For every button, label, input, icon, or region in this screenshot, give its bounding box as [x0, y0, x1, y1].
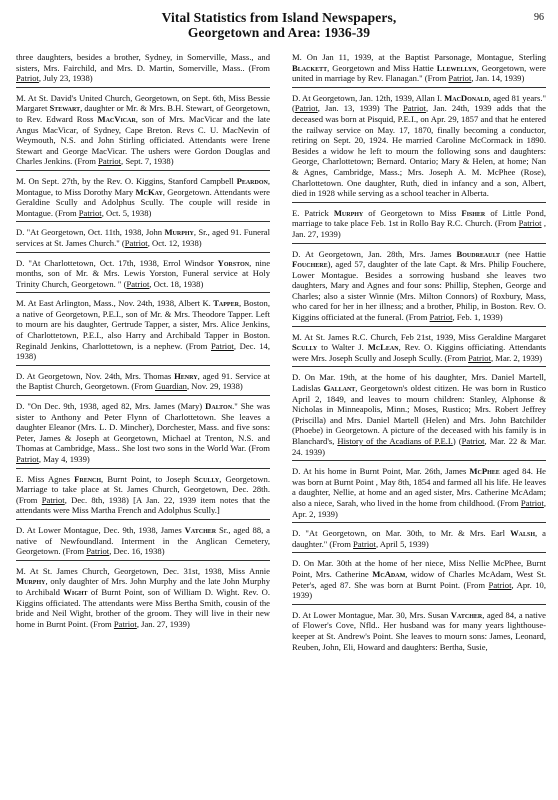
- surname: Murphy: [164, 227, 194, 238]
- entry-text: , Mar. 2, 1939): [491, 352, 543, 363]
- entry-divider: [292, 326, 546, 327]
- entry-divider: [16, 365, 270, 366]
- entry-text: , Apr. 10, 1939): [292, 579, 546, 601]
- surname: Murphy: [333, 207, 364, 218]
- entry-text: M. At East Arlington, Mass., Nov. 24th, 1938, Albert K.: [16, 298, 214, 309]
- entry: [292, 610, 546, 652]
- entry: [292, 208, 546, 240]
- newspaper-source: Patriot: [518, 218, 542, 229]
- entry: [16, 227, 270, 248]
- entry-text: (nee Hattie: [500, 248, 546, 259]
- surname: Llewellyn: [436, 62, 477, 73]
- surname: McAdam: [372, 568, 406, 579]
- entry: [16, 525, 270, 557]
- newspaper-source: Patriot: [16, 454, 39, 464]
- surname: Scully: [292, 342, 318, 353]
- entry-text: of Georgetown to Miss: [363, 207, 462, 218]
- newspaper-source: Patriot: [113, 618, 137, 629]
- entry-divider: [16, 560, 270, 561]
- entry-divider: [16, 252, 270, 253]
- surname: Dalton: [205, 401, 233, 412]
- entry-text: D. On Mar. 30th at the home of her niece, Miss Nellie McPhee, Burnt Point, Mrs. Catherine: [292, 558, 546, 579]
- entry-text: M. At St. David's United Church, Georgetown, on Sept. 6th, Miss Bessie Margaret: [16, 92, 270, 114]
- entry-text: , Georgetown, were united in marriage by Rev. Flanagan." (From: [292, 62, 546, 84]
- entry-divider: [292, 522, 546, 523]
- newspaper-source: Patriot: [86, 546, 110, 557]
- entry-text: M. On Jan 11, 1939, at the Baptist Parsonage, Montague, Sterling: [292, 52, 546, 62]
- entry: [16, 298, 270, 362]
- newspaper-source: Guardian: [155, 381, 187, 392]
- entry-text: , Sept. 7, 1938): [121, 156, 174, 167]
- page-title-line-1: Vital Statistics from Island Newspapers,: [161, 10, 397, 25]
- surname: Henry: [174, 370, 198, 381]
- newspaper-source: Patriot: [461, 436, 485, 446]
- entry-divider: [292, 202, 546, 203]
- entry-text: , Georgetown. Attendants were Geraldine Scully and Adolphus Scully. The couple will reside in Montague. (From: [16, 186, 270, 218]
- entry-text: ) (: [452, 436, 462, 446]
- entry-divider: [292, 604, 546, 605]
- surname: Walsh: [510, 528, 535, 539]
- entry: [16, 401, 270, 465]
- entry: [16, 176, 270, 218]
- newspaper-source: Patriot: [124, 237, 148, 248]
- entry-text: to Walter J.: [317, 342, 368, 353]
- entry: [16, 566, 270, 630]
- entry-divider: [292, 552, 546, 553]
- entry-text: ." She was sister to Anthony and Peter Flynn of Charlottetown. She leaves a daughter Eleanor (Mrs. L. D. Mincher), Dorchester, Mass. and five sons: Peter, James & Joseph at Georgetown, Michael at Trenton, N.S. and Thomas at Cambridge, Mass.. She lost two sons in the World War. (From: [16, 401, 270, 454]
- entry-text: three daughters, besides a brother, Sydney, in Somerville, Mass., and sisters, Mrs. Fairchild, and Mrs. D. Martin, Somerville, Mass.. (From: [16, 52, 270, 73]
- entry: [16, 474, 270, 516]
- entry-text: aged 84. He was born at Burnt Point , May 8th, 1854 and farmed all his life. He leaves a daughter, Nellie, at home and an aged sister, Mrs. Catherine McAdam; also a niece, Sarah, who lived in the home from childhood. (From: [292, 466, 546, 508]
- surname: Vatcher: [450, 609, 483, 620]
- entry-text: D. At Georgetown, Nov. 24th, Mrs. Thomas: [16, 370, 175, 381]
- newspaper-source: Patriot: [294, 103, 318, 114]
- entry-text: M. At St. James Church, Georgetown, Dec. 31st, 1938, Miss Annie: [16, 565, 270, 576]
- entry-text: , Jan. 27, 1939): [136, 618, 190, 629]
- surname: McPhee: [469, 466, 500, 477]
- entry-text: , Dec. 16, 1938): [109, 546, 165, 557]
- surname: MacVicar: [97, 113, 136, 124]
- entry-text: D. At Georgetown, Jan. 28th, Mrs. James: [292, 248, 457, 259]
- newspaper-source: Patriot: [520, 497, 544, 508]
- surname: MacDonald: [444, 92, 489, 103]
- entry-text: , Oct. 12, 1938): [147, 237, 202, 248]
- entry-divider: [16, 221, 270, 222]
- surname: Boudreault: [456, 248, 501, 259]
- entry-divider: [292, 87, 546, 88]
- surname: Stewart: [49, 103, 81, 114]
- entry-text: , Rev. O. Kiggins officiating. Attendants were Mrs. Joseph Scully and Joseph Scully. (From: [292, 342, 546, 363]
- newspaper-source: Patriot: [126, 278, 150, 289]
- entry-text: , widow of Charles McAdam, West St. Peter's, aged 87. She was born at Burnt Point. (From: [292, 568, 546, 590]
- entry-divider: [16, 519, 270, 520]
- entry-text: , Georgetown and Miss Hattie: [327, 62, 437, 73]
- newspaper-source: Patriot: [429, 312, 453, 323]
- entry-divider: [292, 460, 546, 461]
- entry-text: , aged 84, a native of Flower's Cove, Nfld.. Her husband was for many years lighthouse-keeper at St. Andrew's Point. She leaves to mourn sons: James, Leonard, Reuben, John, Eli, Howard and daughters: Bertha, Susie,: [292, 609, 546, 652]
- page-title-line-2: Georgetown and Area: 1936-39: [187, 25, 371, 40]
- newspaper-source: Patriot: [16, 73, 39, 84]
- entry-divider: [292, 243, 546, 244]
- entry-divider: [16, 395, 270, 396]
- entry: [16, 52, 270, 84]
- entry-text: D. At his home in Burnt Point, Mar. 26th, James: [292, 466, 470, 477]
- entry-text: , Jan. 13, 1939) The: [317, 103, 404, 114]
- right-column: [292, 52, 546, 792]
- entry-text: , Boston, a native of Georgetown, P.E.I., son of Mr. & Mrs. Theodore Tapper. Left to mourn are his daughter, Gertrude Tapper, a sister, Mrs. Alice Jenkins, of Charlottetown, P.E.I., also Harry and Archibald Tapper in Boston. Reginald Jenkins, Charlottetown, is a nephew. (From: [16, 298, 270, 351]
- surname: Yorston: [217, 257, 250, 268]
- entry-text: , Georgetown. Marriage to take place at St. James Church, Georgetown, Dec. 28th. (From: [16, 473, 270, 505]
- entry-text: , son of Mrs. MacVicar and the late Angus MacVicar, of Sydney, Cape Breton. Revs C. U. MacNevin of Weymouth, N.S. and John Stirling officiated. Attendants were Irene Stewart and George MacVicar. The ushers were Gordon Douglas and Charles Jenkins. (From: [16, 113, 270, 167]
- entry-text: Sr., aged 88, a native of Newfoundland. Interment in the Anglican Cemetery, Georgetown. (From: [16, 524, 270, 557]
- entry: [292, 466, 546, 519]
- entry-text: D. "At Charlottetown, Oct. 17th, 1938, Errol Windsor: [16, 257, 218, 268]
- entry: [292, 332, 546, 364]
- newspaper-source: Patriot: [488, 579, 512, 590]
- entry: [292, 528, 546, 549]
- left-column: [16, 52, 270, 792]
- entry-text: , Feb. 1, 1939): [452, 312, 503, 323]
- entry-text: , Montague, to Miss Dorothy Mary: [16, 175, 270, 197]
- newspaper-source: Patriot: [448, 73, 472, 84]
- entry-text: D. At Lower Montague, Mar. 30, Mrs. Susan: [292, 609, 451, 620]
- surname: Wight: [63, 586, 88, 597]
- entry-text: , Mar. 22 & Mar. 24. 1939): [292, 436, 546, 457]
- entry-text: , aged 91. Service at the Baptist Church, Georgetown. (From: [16, 370, 270, 392]
- surname: Murphy: [16, 576, 46, 587]
- entry-text: of Burnt Point, son of William D. Wight. Rev. O. Kiggins officiated. The attendants were Miss Bertha Smith, cousin of the bride and Neil Wight, brother of the groom. They will live in their new home in Burnt Point. (From: [16, 586, 270, 629]
- entry-text: , nine months, son of Mr. & Mrs. Lewis Yorston, Funeral service at Holy Trinity Church, Georgetown. " (: [16, 257, 270, 289]
- entry-text: , aged 81 years." (: [292, 92, 546, 114]
- entry-divider: [16, 170, 270, 171]
- entry-text: of Little Pond, marriage to take place Feb. 1st in Rollo Bay R.C. Church. (From: [292, 207, 546, 229]
- entry: [16, 93, 270, 167]
- newspaper-source: Patriot: [468, 352, 491, 363]
- newspaper-source: Patriot: [98, 156, 122, 167]
- surname: McKay: [135, 186, 163, 197]
- entry-divider: [292, 366, 546, 367]
- entry-divider: [16, 468, 270, 469]
- entry-text: , Jan. 24th, 1939 adds that the deceased was born at Pisquid, P.E.I., on Apr. 29, 1857 and that he entered the railway service on May. 17, 1870, finally becoming a conductor, retiring on Sept. 20, 1924. He married Caroline McCormack in 1890. Besides a widow he left to mourn the following sons and daughters: George, Charlottetown; Bernard. Ontario; Mary & Helen, at home; Nan & Agnes, Cambridge, Mass.; Mrs. Joseph A. M. McPhee (Rose), Charlottetown. One daughter, Ruth, died in infancy and a son, Albert, died in 1928 while serving as a school teacher in Alberta.: [292, 103, 546, 199]
- entry: [16, 371, 270, 392]
- entry: [292, 558, 546, 600]
- surname: Fouchere: [292, 259, 328, 270]
- entry-text: , Sr., aged 91. Funeral services at St. James Church." (: [16, 227, 270, 248]
- entry-text: , Burnt Point, to Joseph: [101, 473, 194, 484]
- entry-text: E. Patrick: [292, 207, 334, 218]
- surname: Peardon: [236, 175, 268, 186]
- entry-text: E. Miss Agnes: [16, 473, 75, 484]
- surname: Scully: [193, 473, 220, 484]
- entry: [292, 52, 546, 84]
- entry-text: , Apr. 2, 1939): [292, 497, 546, 519]
- surname: Blackett: [292, 62, 328, 73]
- entry-text: , Nov. 29, 1938): [186, 381, 243, 392]
- entry-text: M. At St. James R.C. Church, Feb 21st, 1939, Miss Geraldine Margaret: [292, 331, 546, 342]
- surname: Vatcher: [184, 524, 217, 535]
- entry-text: D. At Lower Montague, Dec. 9th, 1938, James: [16, 524, 185, 535]
- entry: [292, 93, 546, 199]
- entry-divider: [16, 292, 270, 293]
- newspaper-source: Patriot: [403, 103, 426, 114]
- entry-text: , Oct. 18, 1938): [149, 278, 204, 289]
- surname: Fisher: [461, 207, 486, 218]
- entry-divider: [16, 87, 270, 88]
- entry: [292, 372, 546, 457]
- newspaper-source: Patriot: [353, 538, 376, 549]
- entry-text: , April 5, 1939): [375, 538, 429, 549]
- surname: McLean: [367, 342, 399, 353]
- surname: French: [74, 473, 102, 484]
- entry-text: , Georgetown's oldest citizen. He was born in Rustico April 2, 1849, and leaves to mourn children: Stanley, Alphonse & Nicholas in Minneapolis, Minn.; Moses, Rustico; Mrs. Robert Jeffrey (Priscilla) and Mrs. Daniel Martell (Helen) and Mrs. John Batchilder (Phoebe) in Georgetown. A picture of the deceased with his family is in Blanchard's,: [292, 383, 546, 446]
- page-header: [0, 10, 558, 40]
- page-number: 96: [534, 12, 544, 23]
- entry-text: , only daughter of Mrs. John Murphy and the late John Murphy to Archibald: [16, 576, 270, 597]
- entry-text: , Jan. 27, 1939): [292, 218, 546, 239]
- surname: Tapper: [213, 298, 239, 309]
- entry-text: D. "On Dec. 9th, 1938, aged 82, Mrs. James (Mary): [16, 401, 206, 412]
- entry: [16, 258, 270, 290]
- entry: [292, 249, 546, 323]
- entry-text: M. On Sept. 27th, by the Rev. O. Kiggins, Stanford Campbell: [16, 175, 237, 186]
- entry-text: , daughter or Mr. & Mrs. B.H. Stewart, of Georgetown, to Rev. Edward Ross: [16, 103, 270, 124]
- entry-text: D. "At Georgetown, Oct. 11th, 1938, John: [16, 227, 165, 238]
- entry-text: , July 23, 1938): [38, 73, 93, 84]
- entry-text: , Dec. 14, 1938): [16, 340, 270, 362]
- newspaper-source: History of the Acadians of P.E.I.: [337, 436, 453, 446]
- entry-text: , May 4, 1939): [38, 454, 90, 464]
- entry-text: D. On Mar. 19th, at the home of his daughter, Mrs. Daniel Martell, Ladislas: [292, 372, 546, 394]
- entry-text: , Dec. 8th, 1938) [A Jan. 22, 1939 item notes that the attendants were Miss Martha French and Adolphus Scully.]: [16, 494, 270, 516]
- entry-text: , Jan. 14, 1939): [471, 73, 525, 84]
- entry-text: D. "At Georgetown, on Mar. 30th, to Mr. & Mrs. Earl: [292, 528, 511, 539]
- entry-text: ), aged 57, daughter of the late Capt. & Mrs. Philip Fouchere, Lower Montague. Besides a sorrowing husband she leaves two daughters, Mary and Agnes and four sons: Phillip, Stephen, George and Charles; also a sister Winnie (Mrs. Milton Connors) of Roxbury, Mass, who cared for her in her illness; and a brother, Philip, in Boston. Rev. O. Kiggins officiated at the funeral. (From: [292, 259, 546, 323]
- newspaper-source: Patriot: [78, 207, 102, 218]
- newspaper-source: Patriot: [210, 340, 234, 351]
- surname: Gallant: [323, 383, 356, 394]
- entry-text: , a daughter." (From: [292, 528, 546, 549]
- entry-text: D. At Georgetown, Jan. 12th, 1939, Allan I.: [292, 92, 445, 103]
- newspaper-source: Patriot: [41, 494, 65, 505]
- entry-text: , Oct. 5, 1938): [101, 207, 152, 218]
